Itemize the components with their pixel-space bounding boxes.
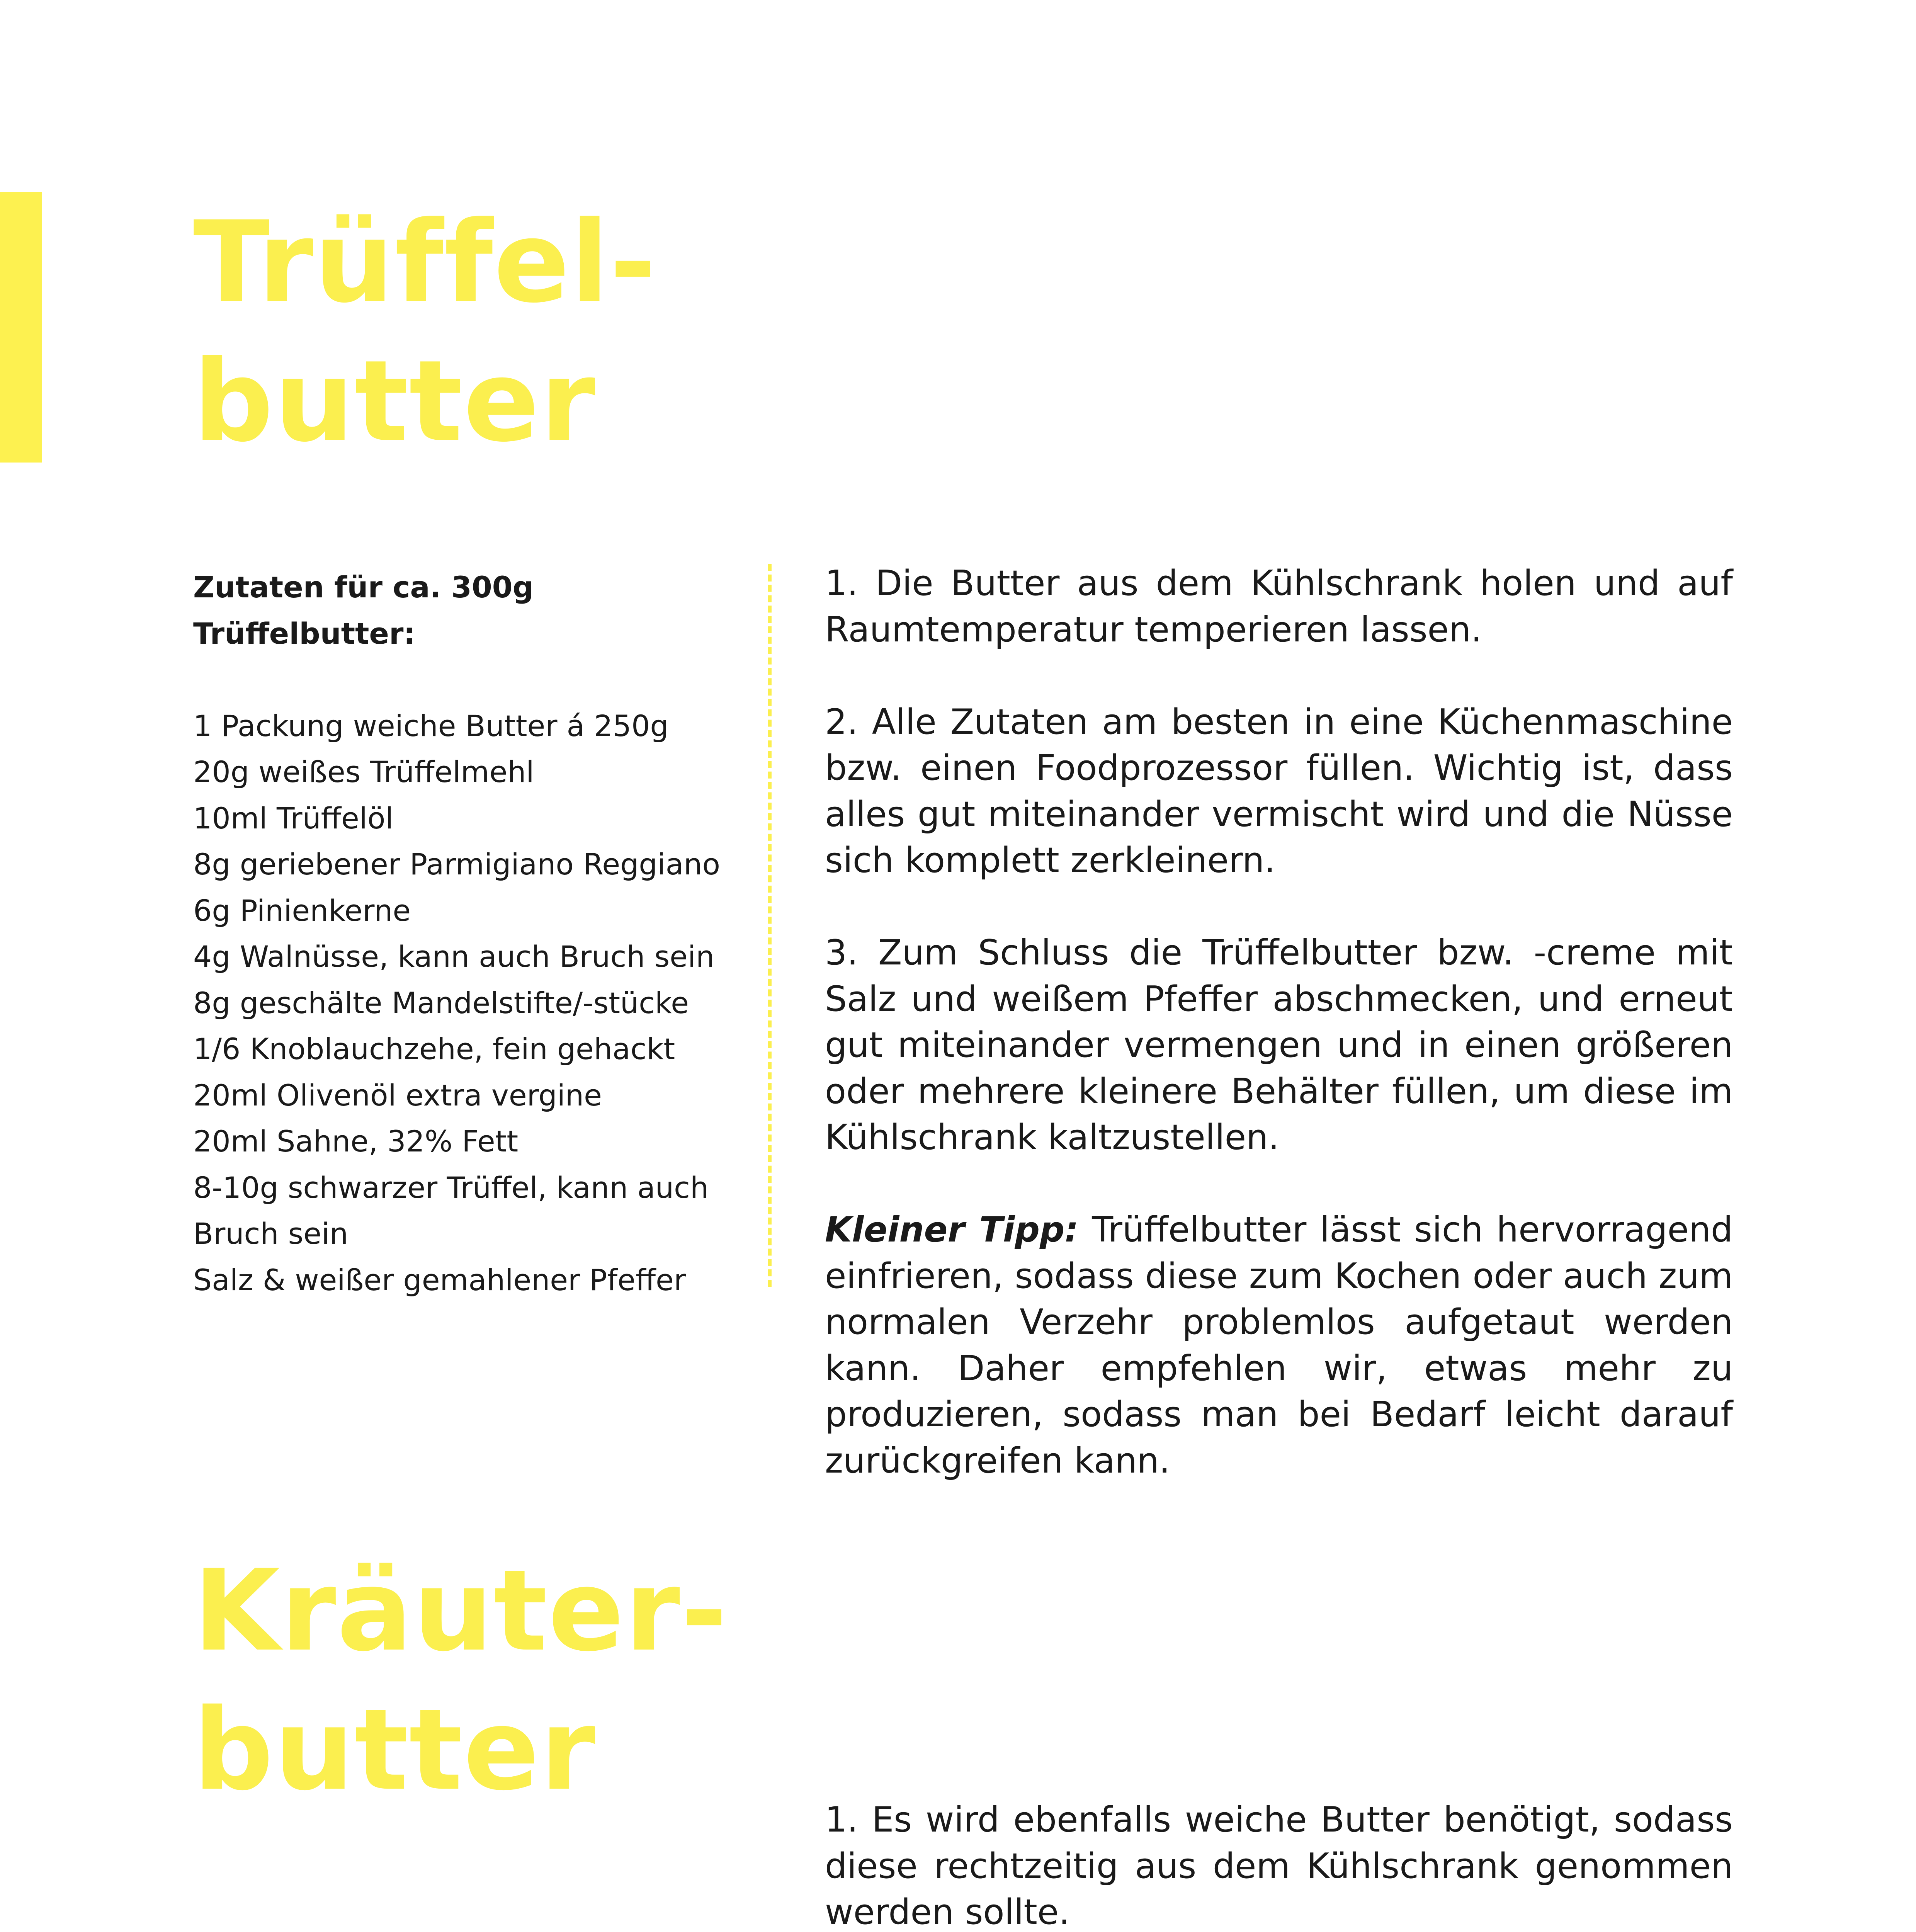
ingredient-item: 8g geschälte Mandelstifte/-stücke — [193, 985, 689, 1020]
step-paragraph: 3. Zum Schluss die Trüffelbutter bzw. -creme mit Salz und weißem Pfeffer abschmecken, und erneut gut miteinander vermengen und in einen größeren oder mehrere kleinere Behälter füllen, um diese im Kühlschrank kaltzustellen. — [825, 932, 1733, 1158]
step-paragraph: 1. Es wird ebenfalls weiche Butter benötigt, sodass diese rechtzeitig aus dem Kühlschrank genommen werden sollte. — [825, 1799, 1733, 1932]
column-divider — [768, 564, 772, 1287]
ingredient-item: 8g geriebener Parmigiano Reggiano — [193, 847, 720, 881]
ingredient-item: 1/6 Knoblauchzehe, fein gehackt — [193, 1032, 675, 1066]
ingredients-heading: Zutaten für ca. 300g — [193, 570, 534, 604]
tip-text: Trüffelbutter lässt sich hervorragend einfrieren, sodass diese zum Kochen oder auch zum normalen Verzehr problemlos aufgetaut werden kann. Daher empfehlen wir, etwas mehr zu produzieren, sodass man bei Bedarf leicht darauf zurückgreifen kann. — [825, 1209, 1733, 1481]
title-line: butter — [193, 1685, 597, 1815]
instructions-kraeuterbutter — [825, 1797, 1733, 1932]
instructions-trueffelbutter — [825, 560, 1733, 1484]
ingredient-item: 6g Pinienkerne — [193, 893, 411, 928]
step-paragraph: 2. Alle Zutaten am besten in eine Küchenmaschine bzw. einen Foodprozessor füllen. Wichtig ist, dass alles gut miteinander vermischt wird und die Nüsse sich komplett zerkleinern. — [825, 701, 1733, 881]
spacer — [193, 656, 734, 703]
ingredients-list-trueffelbutter — [193, 564, 734, 1303]
ingredients-heading: Trüffelbutter: — [193, 616, 415, 651]
ingredient-item: 4g Walnüsse, kann auch Bruch sein — [193, 939, 715, 974]
ingredient-item: 8-10g schwarzer Trüffel, kann auch Bruch sein — [193, 1170, 709, 1251]
ingredient-item: 20g weißes Trüffelmehl — [193, 755, 534, 789]
title-line: butter — [193, 337, 597, 467]
ingredient-item: Salz & weißer gemahlener Pfeffer — [193, 1262, 686, 1297]
title-line: Kräuter- — [193, 1546, 728, 1676]
ingredient-item: 20ml Olivenöl extra vergine — [193, 1078, 602, 1112]
tip-paragraph — [825, 1207, 1733, 1484]
title-line: Trüffel- — [193, 197, 657, 328]
ingredient-item: 1 Packung weiche Butter á 250g — [193, 708, 669, 743]
ingredient-item: 20ml Sahne, 32% Fett — [193, 1124, 519, 1158]
recipe-title-trueffelbutter — [193, 193, 657, 471]
ingredient-item: 10ml Trüffelöl — [193, 801, 394, 835]
accent-bar — [0, 192, 42, 463]
tip-label: Kleiner Tipp: — [825, 1209, 1079, 1250]
step-paragraph: 1. Die Butter aus dem Kühlschrank holen und auf Raumtemperatur temperieren lassen. — [825, 563, 1733, 650]
recipe-title-kraeuterbutter — [193, 1542, 728, 1820]
